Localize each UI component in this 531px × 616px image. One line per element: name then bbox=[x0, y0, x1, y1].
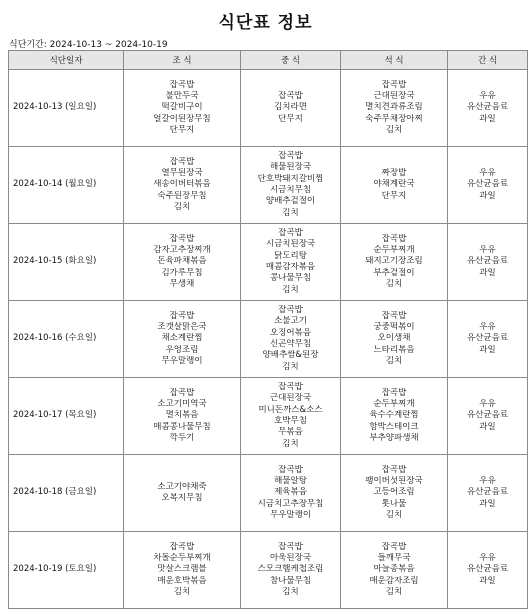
lunch-item: 호박무침 bbox=[274, 416, 307, 426]
lunch-item: 단호박돼지갈비찜 bbox=[257, 173, 324, 184]
snack-item: 과일 bbox=[479, 190, 496, 201]
breakfast-item: 새송이버터볶음 bbox=[153, 179, 211, 190]
lunch-item: 아욱된장국 bbox=[269, 553, 312, 564]
snack-item: 우유 bbox=[479, 168, 496, 179]
snack-item: 과일 bbox=[479, 421, 496, 432]
breakfast-item: 차돌순두부찌개 bbox=[153, 553, 211, 564]
dinner-item: 김치 bbox=[385, 586, 403, 597]
snack-item: 과일 bbox=[479, 498, 496, 509]
snack-cell bbox=[448, 70, 528, 147]
breakfast-item: 맛살스크램블 bbox=[157, 564, 207, 575]
lunch-item: 김치 bbox=[282, 586, 299, 597]
lunch-item: 오징어볶음 bbox=[269, 327, 312, 338]
dinner-item: 잡곡밥 bbox=[381, 233, 407, 244]
lunch-item: 양배추겉절이 bbox=[265, 196, 316, 207]
table-row bbox=[9, 224, 528, 301]
dinner-item: 고등어조림 bbox=[373, 487, 415, 498]
meal-date: 2024-10-17 (목요일) bbox=[9, 378, 124, 455]
snack-cell bbox=[448, 147, 528, 224]
page-title: 식단표 정보 bbox=[218, 13, 313, 33]
dinner-item: 궁중떡볶이 bbox=[373, 322, 415, 333]
dinner-cell bbox=[341, 532, 448, 609]
lunch-item: 제육볶음 bbox=[274, 487, 307, 498]
breakfast-item: 잡곡밥 bbox=[169, 387, 195, 398]
dinner-item: 김치 bbox=[385, 355, 403, 366]
breakfast-cell bbox=[124, 147, 241, 224]
breakfast-item: 조갯살맑은국 bbox=[157, 322, 207, 333]
dinner-item: 야채계란국 bbox=[373, 179, 415, 190]
snack-item: 우유 bbox=[479, 553, 496, 564]
lunch-item: 단무지 bbox=[278, 113, 303, 124]
meal-date: 2024-10-14 (월요일) bbox=[9, 147, 124, 224]
dinner-item: 잡곡밥 bbox=[381, 387, 407, 398]
dinner-item: 돼지고기장조림 bbox=[365, 256, 423, 267]
breakfast-item: 얼갈이된장무침 bbox=[153, 113, 211, 124]
dinner-item: 순두부찌개 bbox=[373, 399, 415, 410]
breakfast-item: 떡갈비구이 bbox=[161, 102, 203, 113]
lunch-item: 김치 bbox=[282, 438, 299, 449]
breakfast-item: 소고기야채죽 bbox=[157, 481, 207, 492]
header-lunch: 중 식 bbox=[241, 51, 341, 70]
dinner-item: 매운감자조림 bbox=[369, 575, 419, 586]
snack-item: 유산균음료 bbox=[466, 564, 509, 575]
breakfast-item: 매콤콩나물무침 bbox=[153, 421, 211, 432]
meal-date: 2024-10-13 (일요일) bbox=[9, 70, 124, 147]
dinner-item: 단무지 bbox=[381, 190, 407, 201]
dinner-item: 순두부찌개 bbox=[373, 245, 415, 256]
table-row bbox=[9, 70, 528, 147]
lunch-item: 스모크햄케첩조림 bbox=[257, 564, 324, 575]
breakfast-item: 무생채 bbox=[169, 278, 195, 289]
breakfast-item: 잡곡밥 bbox=[169, 541, 195, 552]
breakfast-item: 무우말랭이 bbox=[161, 355, 203, 366]
lunch-item: 무우말랭이 bbox=[269, 509, 312, 520]
table-row bbox=[9, 147, 528, 224]
header-snack: 간 식 bbox=[448, 51, 528, 70]
lunch-item: 참나물무침 bbox=[269, 575, 312, 586]
meal-date: 2024-10-15 (화요일) bbox=[9, 224, 124, 301]
lunch-cell bbox=[241, 301, 341, 378]
snack-item: 우유 bbox=[479, 91, 496, 102]
lunch-item: 해물된장국 bbox=[269, 162, 312, 173]
breakfast-item: 매운호박볶음 bbox=[157, 575, 207, 586]
snack-item: 유산균음료 bbox=[466, 333, 509, 344]
breakfast-item: 소고기미역국 bbox=[157, 399, 207, 410]
lunch-item: 김치 bbox=[282, 207, 299, 218]
breakfast-item: 돈육파채볶음 bbox=[157, 256, 207, 267]
lunch-item: 신곤약무침 bbox=[269, 339, 312, 349]
lunch-cell bbox=[241, 455, 341, 532]
snack-item: 유산균음료 bbox=[466, 102, 509, 113]
breakfast-item: 잡곡밥 bbox=[169, 79, 195, 90]
lunch-item: 잡곡밥 bbox=[278, 464, 303, 475]
snack-cell bbox=[448, 532, 528, 609]
lunch-item: 잡곡밥 bbox=[278, 151, 303, 162]
dinner-cell bbox=[341, 455, 448, 532]
lunch-item: 양배추쌈&된장 bbox=[262, 350, 319, 361]
snack-item: 유산균음료 bbox=[466, 179, 509, 190]
snack-cell bbox=[448, 224, 528, 301]
lunch-item: 시금치고추장무침 bbox=[257, 498, 324, 509]
lunch-item: 해물알탕 bbox=[274, 476, 307, 487]
lunch-cell bbox=[241, 532, 341, 609]
meal-date: 2024-10-19 (토요일) bbox=[9, 532, 124, 609]
lunch-cell bbox=[241, 70, 341, 147]
snack-item: 과일 bbox=[479, 267, 496, 278]
dinner-item: 들깨무국 bbox=[377, 553, 411, 564]
dinner-item: 톳나물 bbox=[381, 498, 407, 509]
snack-item: 유산균음료 bbox=[466, 410, 509, 421]
lunch-item: 소불고기 bbox=[274, 316, 307, 327]
breakfast-item: 숙주된장무침 bbox=[157, 190, 207, 201]
dinner-item: 팽이버섯된장국 bbox=[365, 476, 423, 487]
lunch-item: 닭도리탕 bbox=[274, 250, 307, 261]
dinner-cell bbox=[341, 224, 448, 301]
dinner-item: 근대된장국 bbox=[373, 91, 415, 102]
header-dinner: 석 식 bbox=[341, 51, 448, 70]
table-body bbox=[9, 70, 528, 609]
dinner-item: 잡곡밥 bbox=[381, 310, 407, 321]
lunch-item: 김치 bbox=[282, 284, 299, 295]
breakfast-item: 김치 bbox=[173, 586, 191, 597]
snack-item: 유산균음료 bbox=[466, 487, 509, 498]
dinner-item: 짜장밥 bbox=[381, 168, 407, 179]
snack-cell bbox=[448, 455, 528, 532]
dinner-item: 잡곡밥 bbox=[381, 541, 407, 552]
breakfast-item: 잡곡밥 bbox=[169, 233, 195, 244]
table-row bbox=[9, 532, 528, 609]
snack-item: 우유 bbox=[479, 322, 496, 333]
dinner-item: 오이생채 bbox=[377, 333, 411, 344]
dinner-cell bbox=[341, 378, 448, 455]
dinner-item: 부추양파생채 bbox=[369, 432, 419, 443]
dinner-item: 잡곡밥 bbox=[381, 79, 407, 90]
header-date: 식단일자 bbox=[9, 51, 124, 70]
dinner-item: 느타리볶음 bbox=[373, 344, 415, 355]
meal-table bbox=[8, 50, 528, 609]
lunch-item: 근대된장국 bbox=[269, 393, 312, 404]
header-breakfast: 조 식 bbox=[124, 51, 241, 70]
lunch-item: 잡곡밥 bbox=[278, 305, 303, 316]
meal-date: 2024-10-18 (금요일) bbox=[9, 455, 124, 532]
dinner-item: 잡곡밥 bbox=[381, 464, 407, 475]
dinner-item: 김치 bbox=[385, 124, 403, 135]
dinner-item: 멸치견과류조림 bbox=[365, 102, 423, 113]
snack-item: 우유 bbox=[479, 399, 496, 410]
dinner-item: 육수수계란찜 bbox=[369, 410, 419, 421]
breakfast-item: 잡곡밥 bbox=[169, 310, 195, 321]
dinner-cell bbox=[341, 70, 448, 147]
lunch-cell bbox=[241, 224, 341, 301]
table-header-row bbox=[9, 51, 528, 70]
dinner-item: 김치 bbox=[385, 509, 403, 520]
breakfast-item: 멸치볶음 bbox=[165, 410, 199, 421]
table-row bbox=[9, 378, 528, 455]
dinner-item: 김치 bbox=[385, 278, 403, 289]
lunch-item: 김치라면 bbox=[274, 102, 307, 113]
snack-cell bbox=[448, 378, 528, 455]
dinner-cell bbox=[341, 147, 448, 224]
lunch-item: 잡곡밥 bbox=[278, 91, 303, 102]
lunch-item: 시금치무침 bbox=[269, 185, 312, 195]
breakfast-item: 채소계란찜 bbox=[161, 333, 203, 344]
snack-item: 과일 bbox=[479, 575, 496, 586]
breakfast-item: 단무지 bbox=[169, 124, 195, 135]
breakfast-item: 감자고추장찌개 bbox=[153, 245, 211, 256]
lunch-item: 매콤감자볶음 bbox=[265, 262, 316, 272]
lunch-cell bbox=[241, 147, 341, 224]
table-row bbox=[9, 301, 528, 378]
breakfast-item: 김가루무침 bbox=[161, 267, 203, 278]
table-row bbox=[9, 455, 528, 532]
breakfast-item: 열무된장국 bbox=[161, 168, 203, 179]
meal-date: 2024-10-16 (수요일) bbox=[9, 301, 124, 378]
breakfast-cell bbox=[124, 70, 241, 147]
snack-item: 우유 bbox=[479, 476, 496, 487]
lunch-item: 잡곡밥 bbox=[278, 228, 303, 239]
lunch-item: 잡곡밥 bbox=[278, 541, 303, 552]
dinner-item: 함박스테이크 bbox=[369, 421, 419, 432]
breakfast-item: 우엉조림 bbox=[165, 344, 199, 355]
breakfast-item: 불만두국 bbox=[165, 91, 199, 102]
breakfast-cell bbox=[124, 224, 241, 301]
lunch-item: 시금치된장국 bbox=[265, 239, 316, 250]
breakfast-cell bbox=[124, 301, 241, 378]
breakfast-cell bbox=[124, 378, 241, 455]
lunch-item: 콩나물무침 bbox=[269, 273, 312, 284]
breakfast-item: 잡곡밥 bbox=[169, 156, 195, 167]
lunch-item: 잡곡밥 bbox=[278, 382, 303, 393]
lunch-item: 김치 bbox=[282, 361, 299, 372]
lunch-cell bbox=[241, 378, 341, 455]
breakfast-item: 김치 bbox=[173, 201, 191, 212]
snack-item: 유산균음료 bbox=[466, 256, 509, 267]
dinner-item: 부추겉절이 bbox=[373, 267, 415, 278]
meal-period: 식단기간: 2024-10-13 ~ 2024-10-19 bbox=[9, 40, 168, 50]
breakfast-item: 오복지무침 bbox=[161, 493, 203, 503]
breakfast-cell bbox=[124, 455, 241, 532]
breakfast-cell bbox=[124, 532, 241, 609]
breakfast-item: 깍두기 bbox=[169, 432, 195, 443]
lunch-item: 미니돈까스&소스 bbox=[258, 404, 323, 415]
snack-item: 우유 bbox=[479, 245, 496, 256]
snack-cell bbox=[448, 301, 528, 378]
lunch-item: 무볶음 bbox=[278, 427, 303, 438]
snack-item: 과일 bbox=[479, 113, 496, 124]
snack-item: 과일 bbox=[479, 344, 496, 355]
dinner-cell bbox=[341, 301, 448, 378]
dinner-item: 숙주무채장아찌 bbox=[365, 113, 423, 124]
dinner-item: 마늘종볶음 bbox=[373, 564, 415, 575]
